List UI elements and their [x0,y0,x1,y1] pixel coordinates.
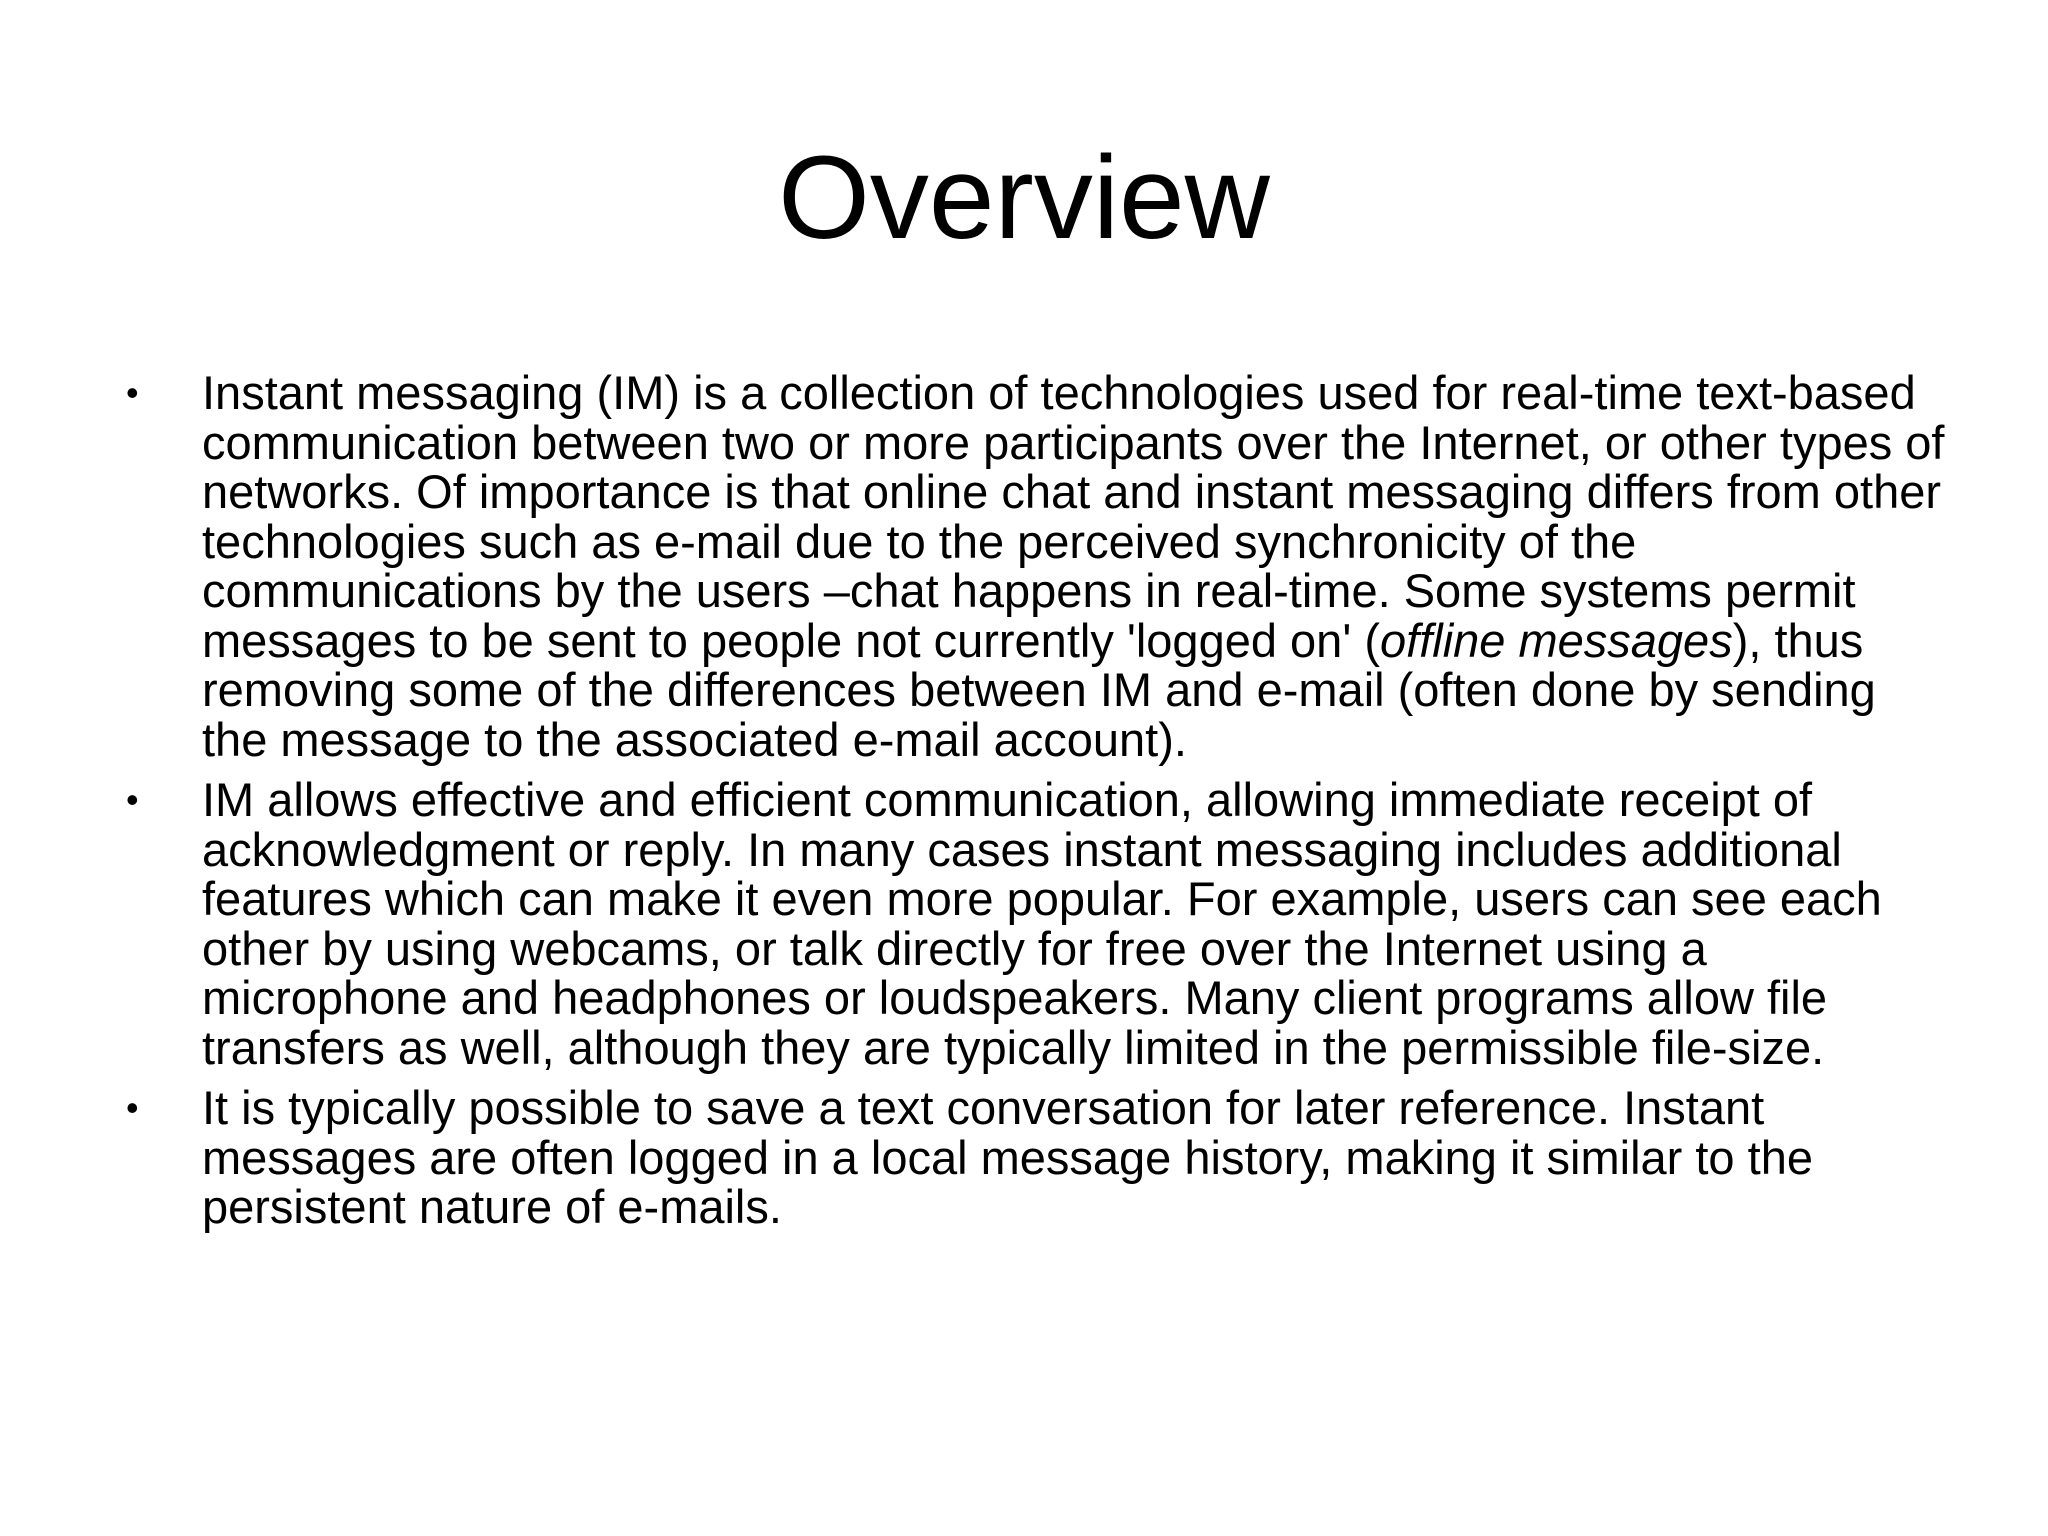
slide-title: Overview [778,132,1270,264]
bullet-item [120,775,1950,1072]
bullet-text-part: Instant messaging (IM) is a collection of technologies used for real-time text-based communication between two or more participants over the Internet, or other types of networks. Of importance is that online chat and instant messaging differs from other technologies such as e-mail due to the perceived synchronicity of the communications by the users –chat happens in real-time. Some systems permit messages to be sent to people not currently 'logged on' ( [202,366,1945,667]
bullet-text [202,368,1950,764]
bullet-text-part: ), thus removing some of the differences between IM and e-mail (often done by sending the message to the associated e-mail account). [202,613,1876,766]
bullet-list [120,368,1950,1243]
bullet-text: It is typically possible to save a text conversation for later reference. Instant messages are often logged in a local message history, making it similar to the persistent nature of e-mails. [202,1081,1813,1233]
bullet-text-italic: offline messages [1380,613,1733,667]
bullet-item [120,1083,1950,1232]
bullet-icon: • [126,372,139,413]
bullet-text: IM allows effective and efficient communication, allowing immediate receipt of acknowledgment or reply. In many cases instant messaging includes additional features which can make it even more popular. For example, users can see each other by using webcams, or talk directly for free over the Internet using a microphone and headphones or loudspeakers. Many client programs allow file transfers as well, although they are typically limited in the permissible file-size. [202,773,1882,1074]
bullet-item [120,368,1950,764]
bullet-icon: • [126,1087,139,1128]
bullet-icon: • [126,779,139,820]
